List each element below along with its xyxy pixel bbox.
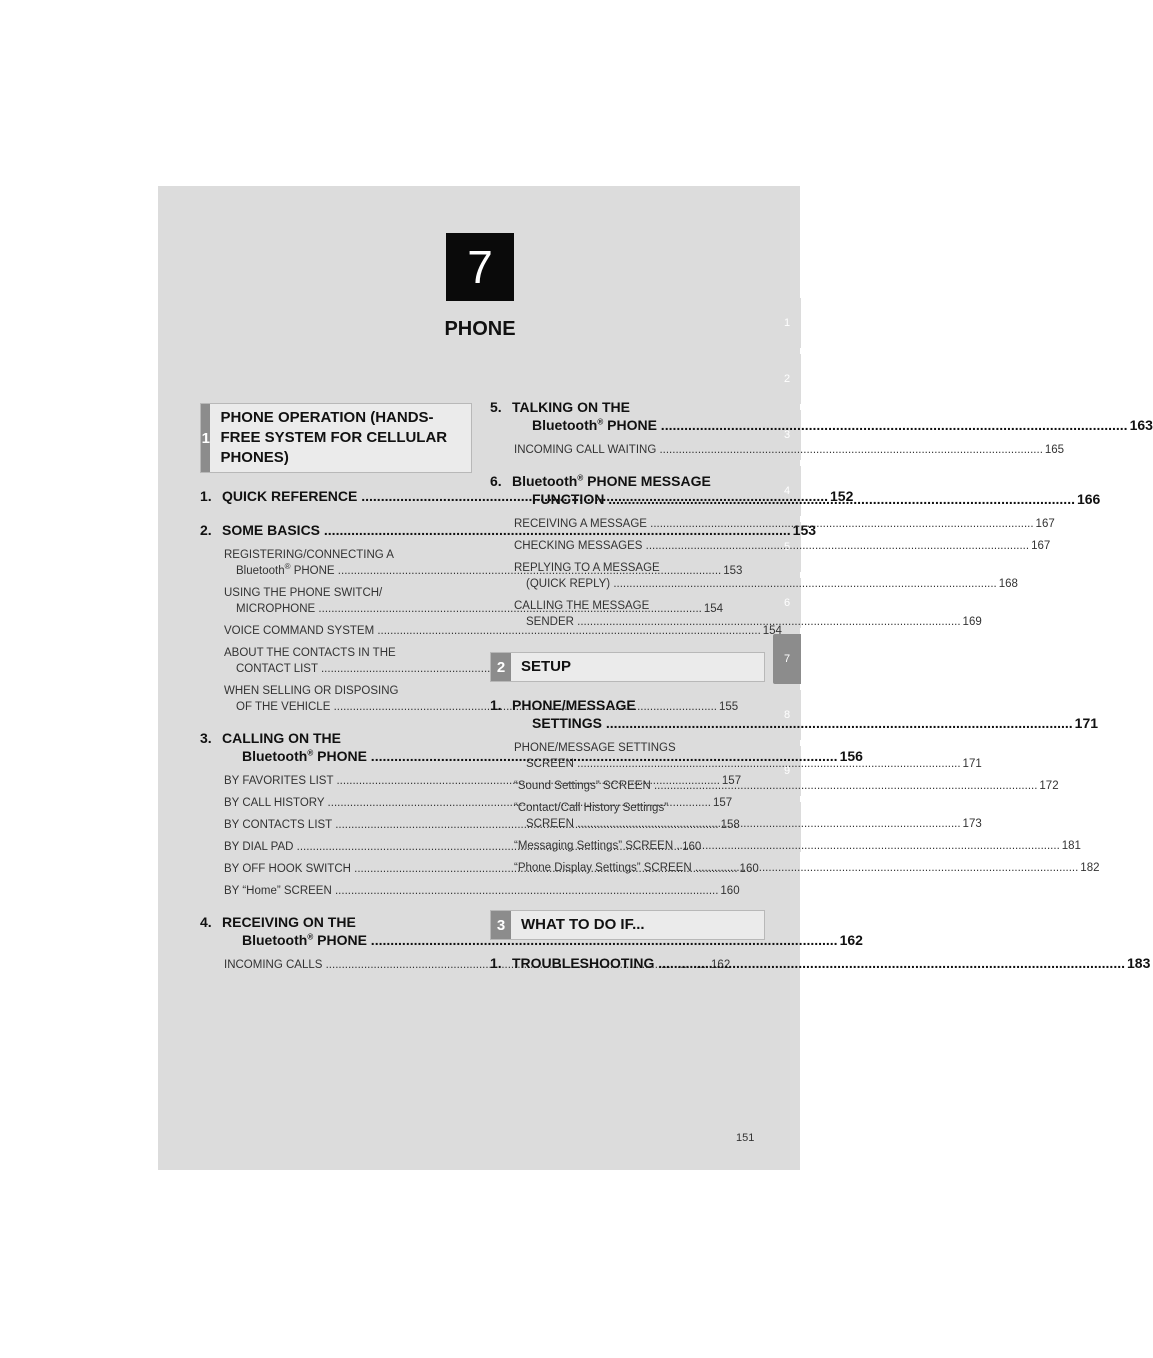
- subentry-title-cont: SCREEN .....: [526, 756, 961, 772]
- subentry-title-cont: SCREEN .....: [526, 816, 961, 832]
- subentry-title-cont: OF THE VEHICLE .....: [236, 699, 717, 715]
- section-number: 3: [491, 911, 511, 939]
- toc-subentry[interactable]: [514, 560, 1018, 592]
- entry-title: Bluetooth® PHONE MESSAGE: [512, 473, 711, 489]
- toc-subentry[interactable]: [224, 645, 472, 677]
- entry-page: 152: [830, 488, 854, 504]
- toc-subentry[interactable]: [514, 778, 1059, 794]
- subentry-title-cont: (QUICK REPLY) .....: [526, 576, 997, 592]
- chapter-tab-5[interactable]: 5: [773, 522, 801, 572]
- entry-title-cont: FUNCTION .....: [532, 491, 1075, 507]
- section-number: 1: [201, 404, 210, 472]
- subentry-title: CHECKING MESSAGES .....: [514, 538, 1029, 554]
- subentry-title: REPLYING TO A MESSAGE: [514, 562, 660, 574]
- toc-subentry[interactable]: [224, 623, 782, 639]
- chapter-tab-8[interactable]: 8: [773, 690, 801, 740]
- subentry-title: BY OFF HOOK SWITCH .....: [224, 861, 738, 877]
- subentry-title-cont: CONTACT LIST .....: [236, 661, 704, 677]
- subentry-page: 160: [720, 885, 740, 897]
- subentry-title: USING THE PHONE SWITCH/: [224, 587, 383, 599]
- subentry-page: 154: [762, 625, 782, 637]
- entry-number: 1.: [200, 488, 212, 504]
- entry-page: 183: [1127, 955, 1151, 971]
- subentry-title: RECEIVING A MESSAGE .....: [514, 516, 1034, 532]
- subentry-title: BY CALL HISTORY .....: [224, 795, 711, 811]
- entry-title: TROUBLESHOOTING .....: [512, 954, 1125, 972]
- subentry-page: 153: [723, 565, 743, 577]
- entry-title-cont: Bluetooth® PHONE .....: [242, 932, 838, 948]
- entry-title-cont: SETTINGS .....: [532, 715, 1073, 731]
- subentry-title: PHONE/MESSAGE SETTINGS: [514, 742, 676, 754]
- section-number: 2: [491, 653, 511, 681]
- page-number: 151: [736, 1132, 755, 1144]
- entry-number: 3.: [200, 730, 212, 746]
- subentry-title: INCOMING CALLS .....: [224, 957, 709, 973]
- subentry-title-cont: SENDER .....: [526, 614, 961, 630]
- subentry-title: INCOMING CALL WAITING .....: [514, 442, 1043, 458]
- toc-subentry[interactable]: [514, 442, 1065, 458]
- toc-subentry[interactable]: [224, 883, 740, 899]
- entry-page: 162: [839, 932, 863, 948]
- entry-page: 163: [1129, 417, 1153, 433]
- subentry-page: 172: [1039, 780, 1059, 792]
- subentry-page: 173: [962, 818, 982, 830]
- subentry-title: “Sound Settings” SCREEN .....: [514, 778, 1037, 794]
- toc-subentry[interactable]: [514, 598, 982, 630]
- subentry-page: 169: [962, 616, 982, 628]
- entry-title: CALLING ON THE: [222, 730, 341, 746]
- subentry-title: CALLING THE MESSAGE: [514, 600, 650, 612]
- section-header-1: [200, 403, 472, 473]
- chapter-tab-1[interactable]: 1: [773, 298, 801, 348]
- subentry-page: 168: [998, 578, 1018, 590]
- entry-title-cont: Bluetooth® PHONE .....: [532, 417, 1128, 433]
- subentry-page: 157: [712, 797, 733, 809]
- entry-title-cont: Bluetooth® PHONE .....: [242, 748, 838, 764]
- chapter-tab-2[interactable]: 2: [773, 354, 801, 404]
- subentry-title: “Contact/Call History Settings”: [514, 802, 669, 814]
- subentry-page: 171: [962, 758, 982, 770]
- entry-title: QUICK REFERENCE .....: [222, 487, 828, 505]
- entry-number: 5.: [490, 399, 502, 415]
- subentry-title-cont: MICROPHONE .....: [236, 601, 702, 617]
- entry-number: 1.: [490, 955, 502, 971]
- section-header-2: [490, 652, 765, 682]
- entry-title: PHONE/MESSAGE: [512, 697, 636, 713]
- subentry-title: “Messaging Settings” SCREEN .....: [514, 838, 1060, 854]
- toc-entry[interactable]: [490, 954, 1151, 972]
- entry-title: SOME BASICS .....: [222, 521, 791, 539]
- chapter-tab-3[interactable]: 3: [773, 410, 801, 460]
- subentry-title: WHEN SELLING OR DISPOSING: [224, 685, 399, 697]
- subentry-title: VOICE COMMAND SYSTEM .....: [224, 623, 761, 639]
- toc-subentry[interactable]: [514, 800, 982, 832]
- entry-number: 4.: [200, 914, 212, 930]
- subentry-page: 182: [1080, 862, 1100, 874]
- subentry-page: 162: [711, 959, 731, 971]
- section-title: SETUP: [521, 658, 572, 675]
- entry-title: TALKING ON THE: [512, 399, 630, 415]
- entry-number: 6.: [490, 473, 502, 489]
- section-title: PHONE OPERATION (HANDS-FREE SYSTEM FOR CELLULAR PHONES): [220, 409, 448, 466]
- subentry-page: 154: [703, 603, 724, 615]
- entry-number: 1.: [490, 697, 502, 713]
- chapter-number: 7: [446, 233, 514, 301]
- subentry-page: 160: [682, 841, 702, 853]
- chapter-tab-9[interactable]: 9: [773, 746, 801, 796]
- subentry-title: BY CONTACTS LIST .....: [224, 817, 719, 833]
- subentry-title: BY FAVORITES LIST .....: [224, 773, 720, 789]
- section-header-3: [490, 910, 765, 940]
- entry-number: 2.: [200, 522, 212, 538]
- subentry-page: 157: [721, 775, 742, 787]
- entry-title: RECEIVING ON THE: [222, 914, 356, 930]
- subentry-page: 167: [1031, 540, 1051, 552]
- toc-entry[interactable]: [490, 398, 1153, 434]
- subentry-page: 165: [1044, 444, 1065, 456]
- subentry-title: BY DIAL PAD .....: [224, 839, 680, 855]
- chapter-tab-6[interactable]: 6: [773, 578, 801, 628]
- entry-page: 153: [792, 522, 817, 538]
- entry-page: 156: [839, 748, 863, 764]
- subentry-title: REGISTERING/CONNECTING A: [224, 549, 394, 561]
- subentry-title-cont: Bluetooth® PHONE .....: [236, 563, 721, 579]
- chapter-title: PHONE: [444, 318, 516, 340]
- chapter-tab-4[interactable]: 4: [773, 466, 801, 516]
- section-title: WHAT TO DO IF...: [521, 916, 645, 933]
- subentry-page: 167: [1035, 518, 1055, 530]
- subentry-page: 181: [1061, 840, 1081, 852]
- toc-subentry[interactable]: [514, 838, 1081, 854]
- toc-subentry[interactable]: [514, 860, 1100, 876]
- subentry-page: 155: [718, 701, 739, 713]
- subentry-title: “Phone Display Settings” SCREEN .....: [514, 860, 1078, 876]
- subentry-title: ABOUT THE CONTACTS IN THE: [224, 647, 396, 659]
- subentry-title: BY “Home” SCREEN .....: [224, 883, 718, 899]
- toc-subentry[interactable]: [514, 538, 1051, 554]
- subentry-page: 158: [720, 819, 740, 831]
- toc-entry[interactable]: [490, 696, 1099, 732]
- subentry-page: 160: [739, 863, 759, 875]
- entry-page: 166: [1076, 491, 1101, 507]
- chapter-tab-7[interactable]: 7: [773, 634, 801, 684]
- entry-page: 171: [1074, 715, 1099, 731]
